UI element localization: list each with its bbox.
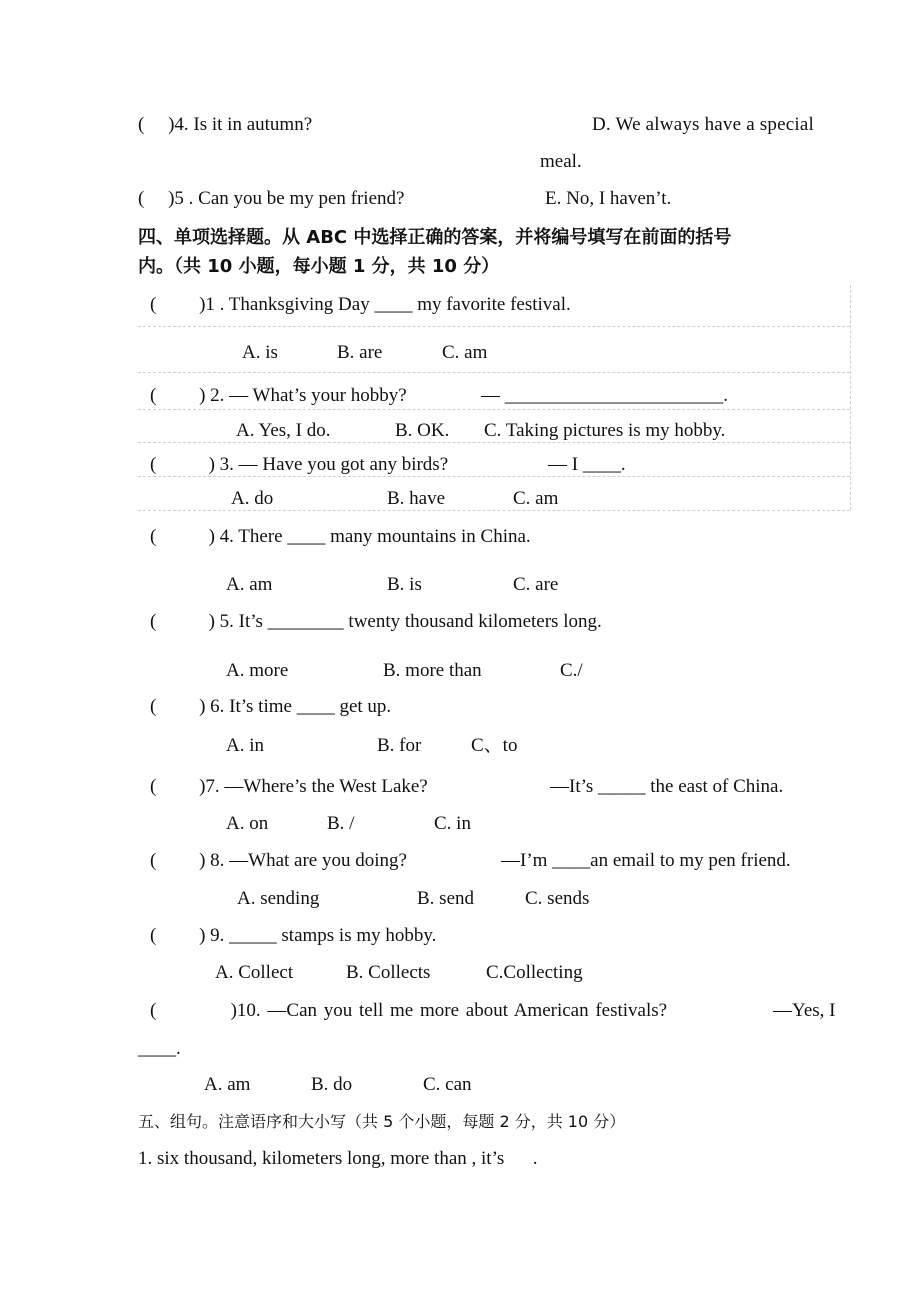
q2-answer: — _______________________. [481, 385, 728, 406]
q8-option-c: C. sends [525, 888, 590, 909]
q4-option-c: C. are [513, 574, 559, 595]
q3-option-b: B. have [387, 488, 446, 509]
question-10: ( )10. —Can you tell me more about American festivals? [150, 1000, 668, 1021]
table-border [138, 409, 850, 410]
q1-option-a: A. is [242, 342, 278, 363]
q2-option-b: B. OK. [395, 420, 450, 441]
question-9: ( ) 9. _____ stamps is my hobby. [150, 925, 437, 946]
q10-option-c: C. can [423, 1074, 472, 1095]
q7-option-c: C. in [434, 813, 471, 834]
q3-option-a: A. do [231, 488, 274, 509]
q8-answer: —I’m ____an email to my pen friend. [501, 850, 791, 871]
section-5-heading: 五、组句。注意语序和大小写（共 5 个小题，每题 2 分，共 10 分） [138, 1112, 626, 1131]
q5-option-b: B. more than [383, 660, 482, 681]
q4-option-b: B. is [387, 574, 422, 595]
question-5: ( ) 5. It’s ________ twenty thousand kilometers long. [150, 611, 602, 632]
q3-option-c: C. am [513, 488, 559, 509]
q1-option-b: B. are [337, 342, 383, 363]
matching-option-d-cont: meal. [540, 151, 582, 172]
section-4-heading: 四、单项选择题。从 ABC 中选择正确的答案，并将编号填写在前面的括号 [138, 227, 732, 248]
q8-option-a: A. sending [237, 888, 320, 909]
table-border [138, 326, 850, 327]
q2-option-c: C. Taking pictures is my hobby. [484, 420, 726, 441]
q7-option-a: A. on [226, 813, 269, 834]
q7-option-b: B. / [327, 813, 355, 834]
q8-option-b: B. send [417, 888, 474, 909]
table-border [850, 285, 851, 510]
q10-option-b: B. do [311, 1074, 353, 1095]
table-border [138, 372, 850, 373]
question-2: ( ) 2. — What’s your hobby? [150, 385, 407, 406]
question-8: ( ) 8. —What are you doing? [150, 850, 407, 871]
q5-option-a: A. more [226, 660, 289, 681]
q9-option-b: B. Collects [346, 962, 431, 983]
section-5-question-1: 1. six thousand, kilometers long, more than , it’s . [138, 1148, 538, 1169]
section-4-heading-cont: 内。（共 10 小题，每小题 1 分，共 10 分） [138, 256, 500, 277]
question-1: ( )1 . Thanksgiving Day ____ my favorite festival. [150, 294, 571, 315]
q9-option-c: C.Collecting [486, 962, 583, 983]
matching-option-e: E. No, I haven’t. [545, 188, 672, 209]
q10-answer: —Yes, I [773, 1000, 836, 1021]
matching-question-4: ( )4. Is it in autumn? [138, 114, 313, 135]
matching-question-5: ( )5 . Can you be my pen friend? [138, 188, 405, 209]
question-6: ( ) 6. It’s time ____ get up. [150, 696, 392, 717]
q10-option-a: A. am [204, 1074, 251, 1095]
q4-option-a: A. am [226, 574, 273, 595]
q6-option-c: C、to [471, 735, 518, 756]
q7-answer: —It’s _____ the east of China. [550, 776, 784, 797]
question-3: ( ) 3. — Have you got any birds? [150, 454, 449, 475]
q9-option-a: A. Collect [215, 962, 294, 983]
q10-answer-cont: ____. [138, 1038, 181, 1059]
question-4: ( ) 4. There ____ many mountains in China. [150, 526, 531, 547]
q6-option-a: A. in [226, 735, 264, 756]
matching-option-d: D. We always have a special [592, 114, 814, 135]
q5-option-c: C./ [560, 660, 583, 681]
q3-answer: — I ____. [548, 454, 626, 475]
q1-option-c: C. am [442, 342, 488, 363]
q2-option-a: A. Yes, I do. [236, 420, 331, 441]
q6-option-b: B. for [377, 735, 422, 756]
question-7: ( )7. —Where’s the West Lake? [150, 776, 428, 797]
